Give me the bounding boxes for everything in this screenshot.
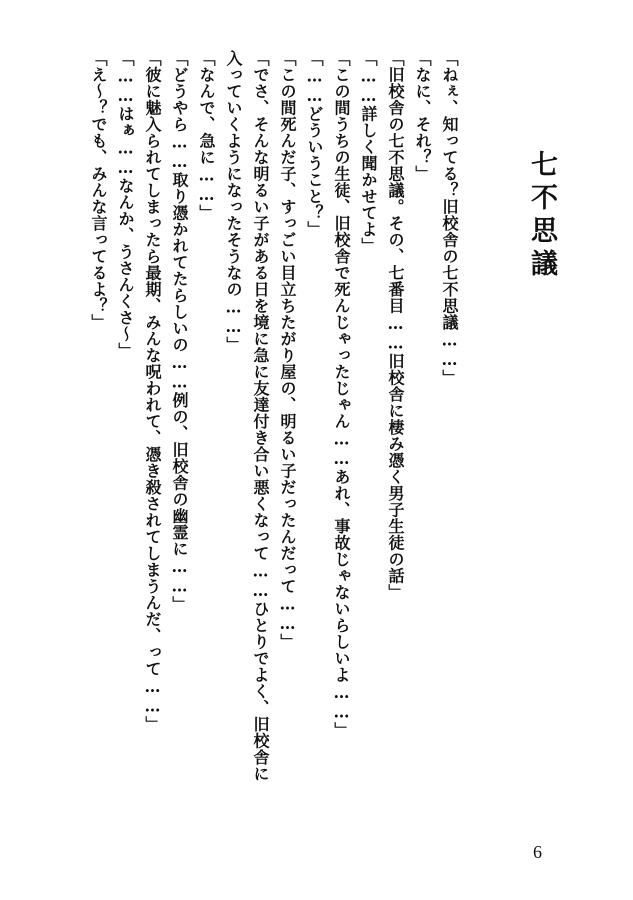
story-line: 「旧校舎の七不思議。その、七番目……旧校舎に棲み憑く男子生徒の話」 xyxy=(386,50,405,601)
story-line: 「なに、それ？」 xyxy=(413,50,432,182)
story-line: 「ねぇ、知ってる？旧校舎の七不思議……」 xyxy=(440,50,459,386)
story-text xyxy=(85,50,463,840)
chapter-title: 七不思議 xyxy=(526,150,557,282)
story-line: 「……詳しく聞かせてよ」 xyxy=(359,50,378,254)
story-line: 「どうやら……取り憑かれてたらしいの……例の、旧校舎の幽霊に……」 xyxy=(170,50,189,613)
story-line: 入っていくようになったそうなの……」 xyxy=(224,50,243,353)
story-line: 「この間死んだ子、すっごい目立ちたがり屋の、明るい子だったんだって……」 xyxy=(278,50,297,650)
story-line: 「彼に魅入られてしまったら最期、みんな呪われて、憑き殺されてしまうんだ、って……」 xyxy=(143,50,162,733)
story-line: 「この間うちの生徒、旧校舎で死んじゃったじゃん……あれ、事故じゃないらしいよ……」 xyxy=(332,50,351,739)
story-line: 「……どういうこと？」 xyxy=(305,50,324,238)
story-line: 「なんで、急に……」 xyxy=(197,50,216,221)
story-line: 「え〜？でも、みんな言ってるよ？」 xyxy=(89,50,108,331)
page-number: 6 xyxy=(533,842,542,862)
story-line: 「でさ、そんな明るい子がある日を境に急に友達付き合い悪くなって……ひとりでよく、旧校舎に xyxy=(251,50,270,782)
story-line: 「……はぁ……なんか、うさんくさ〜」 xyxy=(116,50,135,359)
